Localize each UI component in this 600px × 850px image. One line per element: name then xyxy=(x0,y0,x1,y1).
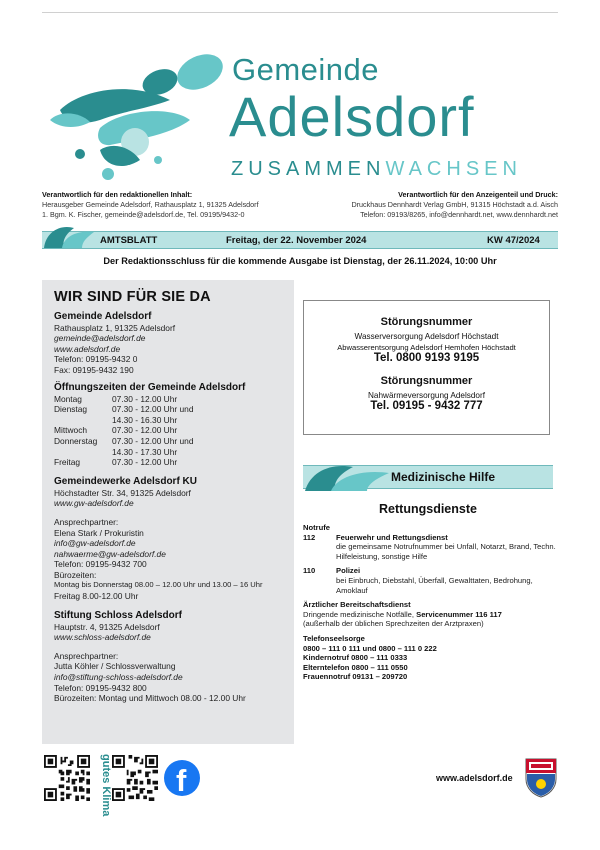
qr-code-icon[interactable] xyxy=(44,755,90,801)
slogan-part2: WACHSEN xyxy=(385,158,522,180)
imprint-left-line2: 1. Bgm. K. Fischer, gemeinde@adelsdorf.de, Tel. 09195/9432-0 xyxy=(42,210,245,219)
contact-heading: WIR SIND FÜR SIE DA xyxy=(54,289,211,305)
facebook-icon[interactable] xyxy=(164,760,200,796)
hours-day: Dienstag xyxy=(54,404,88,415)
imprint-right-title: Verantwortlich für den Anzeigenteil und Druck: xyxy=(398,190,558,199)
medical-bar-label: Medizinische Hilfe xyxy=(391,470,496,484)
rettungsdienste-title: Rettungsdienste xyxy=(379,502,477,516)
contact-panel xyxy=(42,280,294,744)
gemeinde-phone: Telefon: 09195-9432 0 xyxy=(54,354,138,365)
stoerung-title1: Störungsnummer xyxy=(380,316,473,328)
facebook-letter: f xyxy=(176,763,187,798)
imprint-left xyxy=(42,190,282,220)
werke-title: Gemeindewerke Adelsdorf KU xyxy=(54,475,198,487)
n110-title: Polizei xyxy=(336,566,361,576)
n112-number: 112 xyxy=(303,532,316,542)
hours-time: 07.30 - 12.00 Uhr und xyxy=(112,435,194,446)
hours-day xyxy=(54,415,112,426)
n110-number: 110 xyxy=(303,566,316,576)
vertical-text: gutes Klima xyxy=(100,754,112,817)
bd-text-bold: Servicenummer 116 117 xyxy=(416,609,502,619)
stiftung-email[interactable]: info@stiftung-schloss-adelsdorf.de xyxy=(54,672,183,683)
imprint-right-line2: Telefon: 09193/8265, info@dennhardt.net, www.dennhardt.net xyxy=(360,210,558,219)
footer-url[interactable]: www.adelsdorf.de xyxy=(436,773,513,783)
gemeinde-title: Gemeinde Adelsdorf xyxy=(54,310,152,322)
gemeinde-address: Rathausplatz 1, 91325 Adelsdorf xyxy=(54,322,176,333)
stiftung-contact-name: Jutta Köhler / Schlossverwaltung xyxy=(54,661,176,672)
band-kw: KW 47/2024 xyxy=(487,235,540,246)
werke-contact-label: Ansprechpartner: xyxy=(54,516,119,527)
stoerung-box xyxy=(303,300,550,435)
hours-time: 14.30 - 16.30 Uhr xyxy=(112,414,178,425)
slogan-part1: ZUSAMMEN xyxy=(231,158,386,180)
qr-code-icon[interactable] xyxy=(112,755,158,801)
n112-text: die gemeinsame Notrufnummer bei Unfall, Notarzt, Brand, Techn. Hilfeleistung, sonstige Hilfe xyxy=(336,542,556,561)
hours-day: Donnerstag xyxy=(54,435,98,446)
deadline-notice: Der Redaktionsschluss für die kommende Ausgabe ist Dienstag, der 26.11.2024, 10:00 Uhr xyxy=(103,256,497,266)
band-date: Freitag, der 22. November 2024 xyxy=(226,235,367,246)
hours-day: Freitag xyxy=(54,457,81,468)
hours-title: Öffnungszeiten der Gemeinde Adelsdorf xyxy=(54,381,246,393)
stiftung-title: Stiftung Schloss Adelsdorf xyxy=(54,609,182,621)
elterntelefon-line: Elterntelefon 0800 – 111 0550 xyxy=(303,662,408,672)
band-wave-icon xyxy=(40,222,98,252)
werke-contact-name: Elena Stark / Prokuristin xyxy=(54,527,144,538)
werke-office-label: Bürozeiten: xyxy=(54,569,97,580)
stiftung-address: Hauptstr. 4, 91325 Adelsdorf xyxy=(54,621,160,632)
werke-email1[interactable]: info@gw-adelsdorf.de xyxy=(54,538,136,549)
ts-line: 0800 – 111 0 111 und 0800 – 111 0 222 xyxy=(303,643,437,653)
werke-web[interactable]: www.gw-adelsdorf.de xyxy=(54,498,134,509)
imprint-left-line1: Herausgeber Gemeinde Adelsdorf, Rathausplatz 1, 91325 Adelsdorf xyxy=(42,200,259,209)
gemeinde-logo xyxy=(40,50,230,180)
werke-email2[interactable]: nahwaerme@gw-adelsdorf.de xyxy=(54,548,166,559)
stoerung-line3: Nahwärmeversorgung Adelsdorf xyxy=(368,391,485,400)
n112-title: Feuerwehr und Rettungsdienst xyxy=(336,532,448,542)
gutes-klima-icon xyxy=(93,752,112,817)
gemeinde-fax: Fax: 09195-9432 190 xyxy=(54,364,134,375)
werke-address: Höchstadter Str. 34, 91325 Adelsdorf xyxy=(54,487,191,498)
header-slogan xyxy=(231,158,522,181)
hours-day: Mittwoch xyxy=(54,425,88,436)
stoerung-tel1: Tel. 0800 9193 9195 xyxy=(373,352,480,364)
hours-table xyxy=(54,394,290,468)
hours-time: 07.30 - 12.00 Uhr xyxy=(112,457,178,468)
bd-text2: (außerhalb der üblichen Sprechzeiten der Arztpraxen) xyxy=(303,619,484,629)
hours-time: 07.30 - 12.00 Uhr xyxy=(112,425,178,436)
medical-wave-icon xyxy=(301,461,391,493)
header-title-small: Gemeinde xyxy=(232,52,380,87)
hours-day: Montag xyxy=(54,393,82,404)
band-label: AMTSBLATT xyxy=(100,235,158,246)
stoerung-line2: Abwasserentsorgung Adelsdorf Hemhofen Höchstadt xyxy=(337,343,516,352)
stiftung-office: Bürozeiten: Montag und Mittwoch 08.00 - 12.00 Uhr xyxy=(54,693,246,704)
header-title-big: Adelsdorf xyxy=(229,85,475,148)
stiftung-contact-label: Ansprechpartner: xyxy=(54,650,119,661)
frauennotruf-line: Frauennotruf 09131 – 209720 xyxy=(303,672,408,682)
bd-text1: Dringende medizinische Notfälle, xyxy=(303,609,417,619)
top-rule xyxy=(42,12,558,13)
gemeinde-email[interactable]: gemeinde@adelsdorf.de xyxy=(54,333,146,344)
hours-day xyxy=(54,447,112,458)
stiftung-phone: Telefon: 09195-9432 800 xyxy=(54,682,147,693)
imprint-left-title: Verantwortlich für den redaktionellen Inhalt: xyxy=(42,190,193,199)
stiftung-web[interactable]: www.schloss-adelsdorf.de xyxy=(54,632,151,643)
hours-time: 07.30 - 12.00 Uhr xyxy=(112,393,178,404)
hours-time: 14.30 - 17.30 Uhr xyxy=(112,446,178,457)
gemeinde-web[interactable]: www.adelsdorf.de xyxy=(54,343,121,354)
kindernotruf-line: Kindernotruf 0800 – 111 0333 xyxy=(303,653,408,663)
werke-phone: Telefon: 09195-9432 700 xyxy=(54,559,147,570)
ts-title: Telefonseelsorge xyxy=(303,633,365,643)
stoerung-title2: Störungsnummer xyxy=(380,375,473,387)
bd-title: Ärztlicher Bereitschaftsdienst xyxy=(303,600,411,610)
stoerung-line1: Wasserversorgung Adelsdorf Höchstadt xyxy=(354,332,499,341)
hours-time: 07.30 - 12.00 Uhr und xyxy=(112,404,194,415)
werke-office2: Freitag 8.00-12.00 Uhr xyxy=(54,591,139,602)
werke-office1: Montag bis Donnerstag 08.00 – 12.00 Uhr und 13.00 – 16 Uhr xyxy=(54,580,263,590)
medical-info xyxy=(303,523,558,682)
imprint-right xyxy=(298,190,558,220)
imprint-right-line1: Druckhaus Dennhardt Verlag GmbH, 91315 Höchstadt a.d. Aisch xyxy=(351,200,558,209)
n110-text: bei Einbruch, Diebstahl, Überfall, Gewalttaten, Bedrohung, Amoklauf xyxy=(336,575,533,595)
stoerung-tel2: Tel. 09195 - 9432 777 xyxy=(370,400,483,412)
coat-of-arms-icon xyxy=(525,758,557,798)
notrufe-label: Notrufe xyxy=(303,523,330,532)
